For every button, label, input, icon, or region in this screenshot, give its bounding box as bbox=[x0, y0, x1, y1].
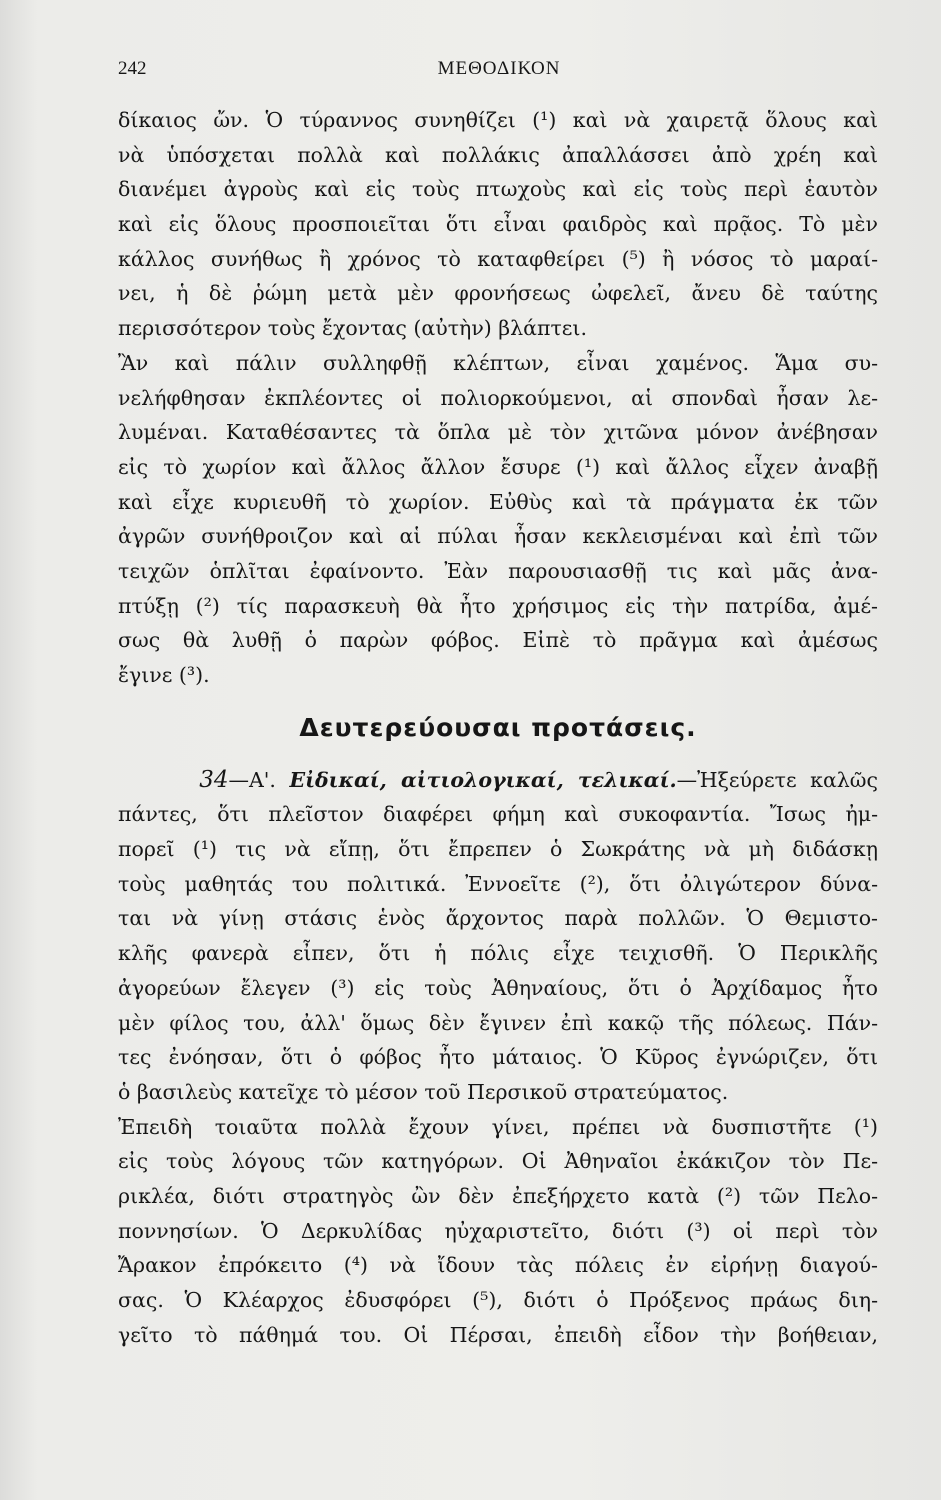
text-line: τες ἐνόησαν, ὅτι ὁ φόβος ἦτο μάταιος. Ὁ Κῦρος ἐγνώριζεν, ὅτι bbox=[118, 1045, 878, 1070]
text-line: ἔγινε (³). bbox=[118, 663, 210, 687]
text-line: ἀγορεύων ἔλεγεν (³) εἰς τοὺς Ἀθηναίους, ὅτι ὁ Ἀρχίδαμος ἦτο bbox=[118, 975, 878, 1000]
text-line: Ἂν καὶ πάλιν συλληφθῇ κλέπτων, εἶναι χαμένος. Ἅμα συ- bbox=[118, 350, 878, 375]
text-line: Ἐπειδὴ τοιαῦτα πολλὰ ἔχουν γίνει, πρέπει νὰ δυσπιστῆτε (¹) bbox=[118, 1114, 878, 1139]
text-line: κάλλος συνήθως ἢ χρόνος τὸ καταφθείρει (⁵) ἢ νόσος τὸ μαραί- bbox=[118, 246, 878, 271]
paragraph-1 bbox=[118, 103, 878, 346]
paragraph-4 bbox=[118, 1110, 878, 1353]
text-line: πορεῖ (¹) τις νὰ εἴπῃ, ὅτι ἔπρεπεν ὁ Σωκράτης νὰ μὴ διδάσκῃ bbox=[118, 837, 878, 862]
text-line: τοὺς μαθητάς του πολιτικά. Ἐννοεῖτε (²), ὅτι ὀλιγώτερον δύνα- bbox=[118, 871, 878, 896]
page-header bbox=[118, 58, 880, 88]
running-title: ΜΕΘΟΔΙΚΟΝ bbox=[437, 58, 561, 79]
text-line: καὶ εἰς ὅλους προσποιεῖται ὅτι εἶναι φαιδρὸς καὶ πρᾷος. Τὸ μὲν bbox=[118, 212, 878, 237]
text-line: περισσότερον τοὺς ἔχοντας (αὐτὴν) βλάπτει. bbox=[118, 316, 587, 341]
text-line: τειχῶν ὁπλῖται ἐφαίνοντο. Ἐὰν παρουσιασθῇ τις καὶ μᾶς ἀνα- bbox=[118, 558, 878, 583]
text-line: κλῆς φανερὰ εἶπεν, ὅτι ἡ πόλις εἶχε τειχισθῆ. Ὁ Περικλῆς bbox=[118, 941, 878, 966]
text-line: εἰς τοὺς λόγους τῶν κατηγόρων. Οἱ Ἀθηναῖοι ἐκάκιζον τὸν Πε- bbox=[118, 1149, 878, 1174]
section-34 bbox=[118, 763, 878, 1110]
text-line: νὰ ὑπόσχεται πολλὰ καὶ πολλάκις ἀπαλλάσσει ἀπὸ χρέη καὶ bbox=[118, 142, 878, 167]
text-line: σως θὰ λυθῇ ὁ παρὼν φόβος. Εἰπὲ τὸ πρᾶγμα καὶ ἀμέσως bbox=[118, 628, 878, 653]
text-line: πτύξῃ (²) τίς παρασκευὴ θὰ ἦτο χρήσιμος εἰς τὴν πατρίδα, ἀμέ- bbox=[118, 593, 878, 618]
text-line: ται νὰ γίνῃ στάσις ἑνὸς ἄρχοντος παρὰ πολλῶν. Ὁ Θεμιστο- bbox=[118, 906, 878, 931]
text-line: λυμέναι. Καταθέσαντες τὰ ὅπλα μὲ τὸν χιτῶνα μόνον ἀνέβησαν bbox=[118, 420, 878, 445]
section-number: 34 bbox=[199, 766, 229, 793]
text-line: πάντες, ὅτι πλεῖστον διαφέρει φήμη καὶ συκοφαντία. Ἴσως ἠμ- bbox=[118, 802, 878, 827]
page-number: 242 bbox=[118, 58, 147, 79]
section-34-first-line bbox=[118, 763, 878, 798]
text-line: καὶ εἶχε κυριευθῆ τὸ χωρίον. Εὐθὺς καὶ τὰ πράγματα ἐκ τῶν bbox=[118, 489, 878, 514]
text-line: νελήφθησαν ἐκπλέοντες οἱ πολιορκούμενοι, αἱ σπονδαὶ ἦσαν λε- bbox=[118, 385, 878, 410]
text-line: νει, ἡ δὲ ῥώμη μετὰ μὲν φρονήσεως ὠφελεῖ, ἄνευ δὲ ταύτης bbox=[118, 281, 878, 306]
text-line: ποννησίων. Ὁ Δερκυλίδας ηὐχαριστεῖτο, διότι (³) οἱ περὶ τὸν bbox=[118, 1218, 878, 1243]
text-line: ὁ βασιλεὺς κατεῖχε τὸ μέσον τοῦ Περσικοῦ στρατεύματος. bbox=[118, 1079, 729, 1104]
text-line: διανέμει ἀγροὺς καὶ εἰς τοὺς πτωχοὺς καὶ εἰς τοὺς περὶ ἑαυτὸν bbox=[118, 177, 878, 202]
section-heading: Δευτερεύουσαι προτάσεις. bbox=[299, 712, 697, 742]
text-line: μὲν φίλος του, ἀλλ' ὅμως δὲν ἔγινεν ἐπὶ κακῷ τῆς πόλεως. Πάν- bbox=[118, 1010, 878, 1035]
text-line: εἰς τὸ χωρίον καὶ ἄλλος ἄλλον ἔσυρε (¹) καὶ ἄλλος εἶχεν ἀναβῇ bbox=[118, 454, 878, 479]
paragraph-2 bbox=[118, 346, 878, 693]
text-line: δίκαιος ὤν. Ὁ τύραννος συνηθίζει (¹) καὶ νὰ χαιρετᾷ ὅλους καὶ bbox=[118, 108, 878, 132]
section-letter: —Α'. bbox=[228, 767, 276, 792]
section-title: Εἰδικαί, αἰτιολογικαί, τελικαί. bbox=[289, 767, 677, 792]
page-body bbox=[118, 103, 878, 1352]
text-line: ἀγρῶν συνήθροιζον καὶ αἱ πύλαι ἦσαν κεκλεισμέναι καὶ ἐπὶ τῶν bbox=[118, 524, 878, 549]
text-line: Ἄρακον ἐπρόκειτο (⁴) νὰ ἴδουν τὰς πόλεις ἐν εἰρήνῃ διαγού- bbox=[118, 1253, 878, 1278]
text-line: σας. Ὁ Κλέαρχος ἐδυσφόρει (⁵), διότι ὁ Πρόξενος πράως διη- bbox=[118, 1288, 878, 1312]
section-first-line-text: —Ἠξεύρετε καλῶς bbox=[676, 767, 878, 792]
text-line: γεῖτο τὸ πάθημά του. Οἱ Πέρσαι, ἐπειδὴ εἶδον τὴν βοήθειαν, bbox=[118, 1322, 878, 1347]
text-line: ρικλέα, διότι στρατηγὸς ὢν δὲν ἐπεξήρχετο κατὰ (²) τῶν Πελο- bbox=[118, 1183, 878, 1208]
